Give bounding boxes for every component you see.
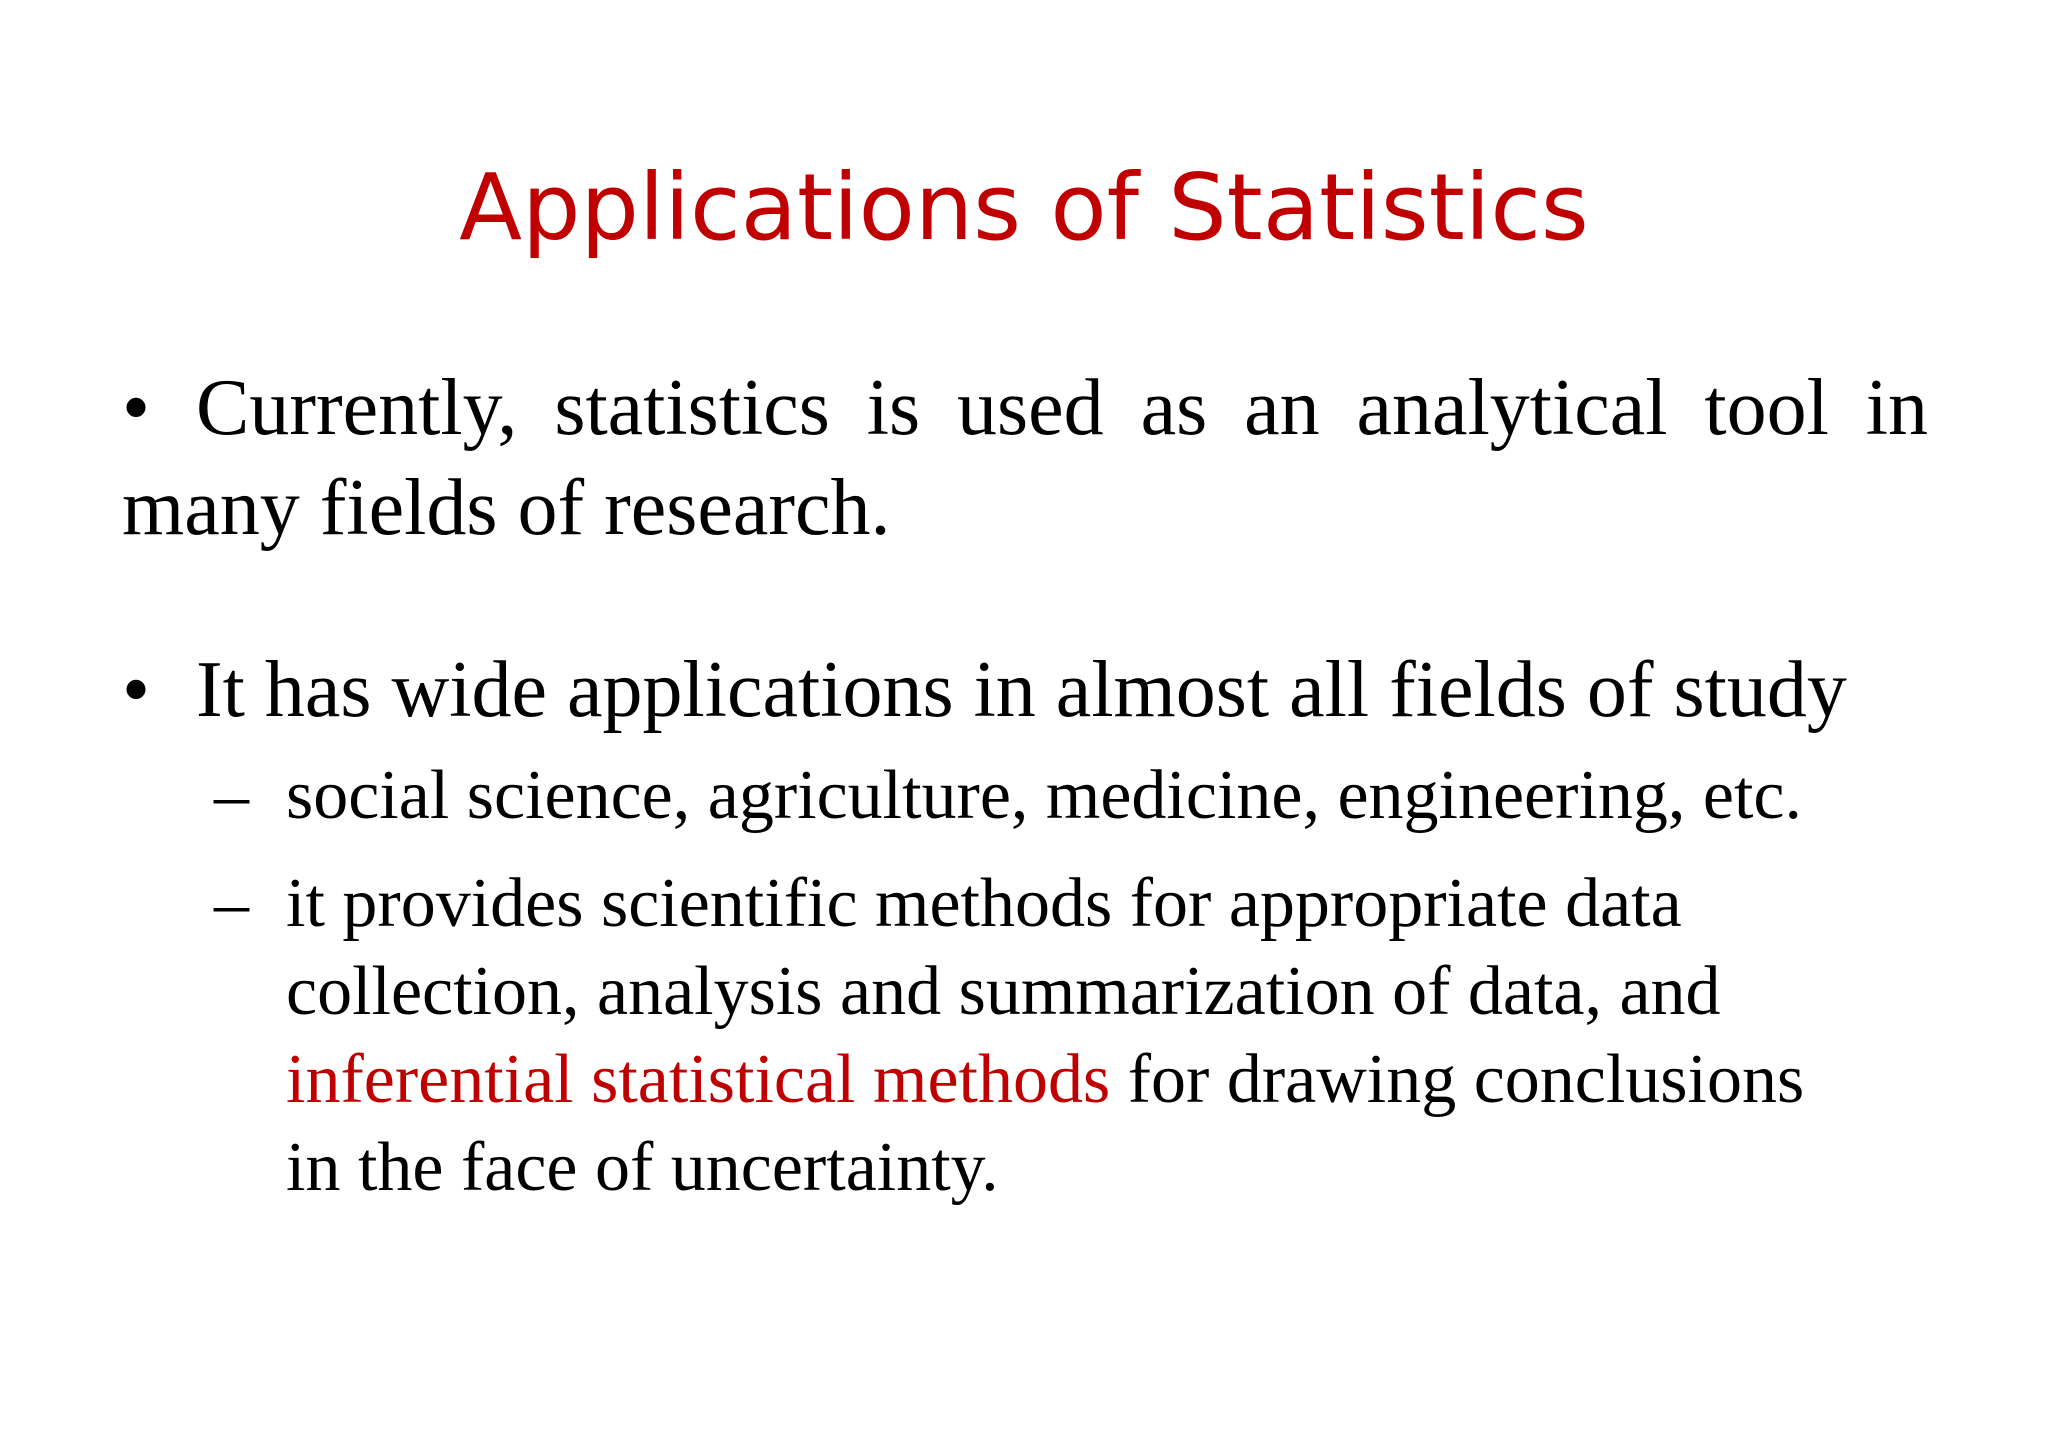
sub-item-2-line-1: it provides scientific methods for appropriate data <box>286 865 1682 942</box>
bullet-1-word-2: statistics <box>554 364 830 452</box>
sub-item-1-line-1: social science, agriculture, medicine, engineering, etc. <box>286 757 1802 834</box>
bullet-1-word-5: as <box>1140 364 1208 452</box>
bullet-2-text: It has wide applications in almost all fields of study <box>196 646 1847 734</box>
bullet-1-word-7: analytical <box>1356 364 1668 452</box>
bullet-1-word-4: used <box>957 364 1104 452</box>
sub-item-2-line-3 <box>286 1036 1914 1124</box>
sub-item-2-line-4: in the face of uncertainty. <box>286 1129 999 1206</box>
slide-title: Applications of Statistics <box>459 154 1589 261</box>
sub-item-2 <box>214 860 1914 1212</box>
highlight-inferential-methods: inferential statistical methods <box>286 1041 1111 1118</box>
bullet-mark: • <box>122 646 151 734</box>
bullet-item-1 <box>122 358 1928 558</box>
sub-item-2-line-3-rest: for drawing conclusions <box>1110 1041 1805 1118</box>
bullet-item-2 <box>122 640 1928 740</box>
bullet-1-word-3: is <box>866 364 921 452</box>
sub-item-1-text <box>286 752 1914 840</box>
bullet-1-line-2: many fields of research. <box>122 464 891 552</box>
dash-mark: – <box>214 865 249 942</box>
dash-mark: – <box>214 757 249 834</box>
bullet-1-word-6: an <box>1244 364 1320 452</box>
bullet-1-line-1 <box>122 358 1928 458</box>
sub-item-2-line-2: collection, analysis and summarization of data, and <box>286 953 1721 1030</box>
bullet-1-word-8: tool <box>1704 364 1829 452</box>
bullet-mark: • <box>122 364 151 452</box>
bullet-1-word-9: in <box>1865 364 1928 452</box>
sub-item-1 <box>214 752 1914 840</box>
bullet-1-word-1: • Currently, <box>122 358 517 458</box>
sub-item-2-text <box>286 860 1914 1212</box>
